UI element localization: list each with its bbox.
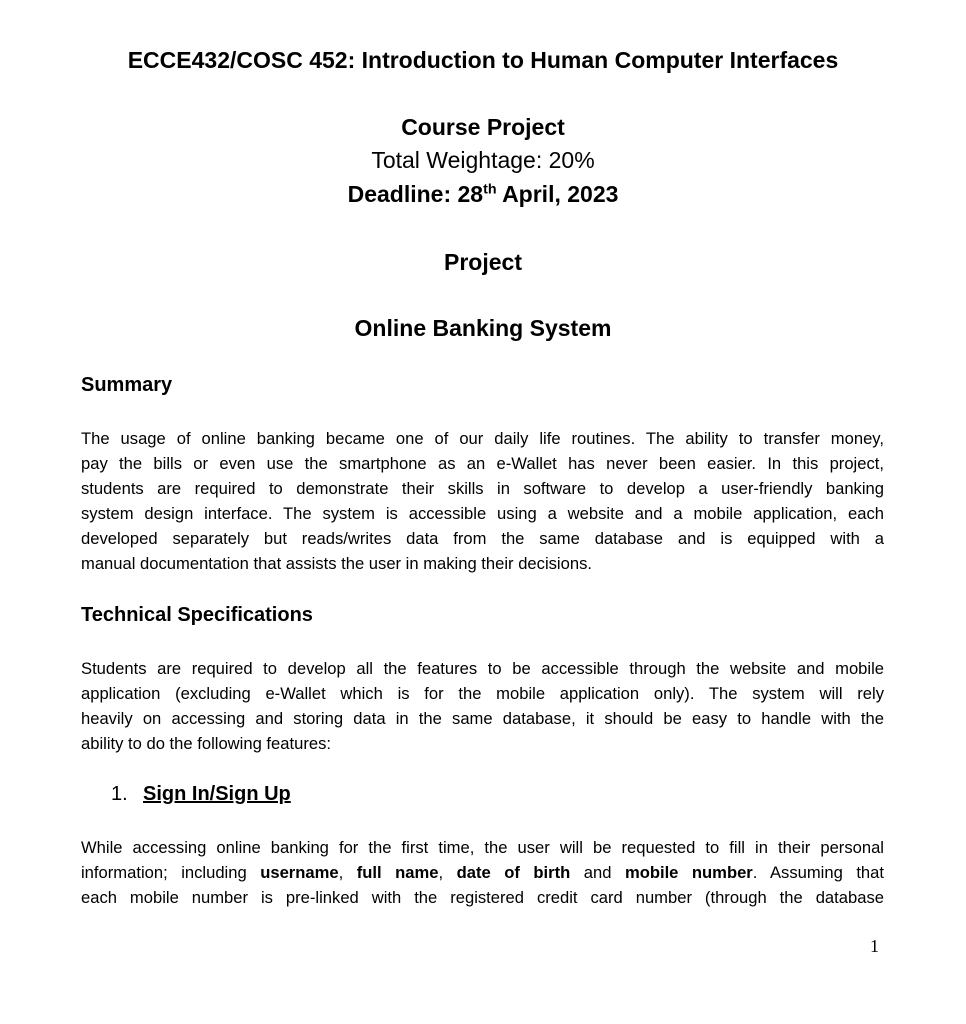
page-number: 1 (870, 936, 879, 956)
deadline-rest: April, 2023 (496, 181, 619, 207)
feature-list-item (111, 783, 291, 806)
total-weightage: Total Weightage: 20% (371, 147, 595, 173)
system-title: Online Banking System (354, 315, 612, 341)
technical-line: ability to do the following features: (81, 734, 331, 753)
field-username: username (260, 863, 339, 882)
signin-line: each mobile number is pre-linked with the registered credit card number (through the database (81, 888, 884, 907)
deadline (0, 181, 966, 208)
technical-paragraph (81, 656, 884, 756)
text-run: and (570, 863, 625, 882)
text-run: information; including (81, 863, 261, 882)
deadline-ordinal: th (483, 181, 497, 198)
field-date-of-birth: date of birth (456, 863, 571, 882)
field-full-name: full name (356, 863, 439, 882)
project-label: Project (444, 249, 522, 275)
feature-number: 1. (111, 783, 128, 805)
technical-line: application (excluding e-Wallet which is for the mobile application only). The system will rely (81, 684, 884, 703)
summary-line: pay the bills or even use the smartphone as an e-Wallet has never been easier. In this project, (81, 454, 884, 473)
signin-paragraph (81, 835, 884, 910)
field-mobile-number: mobile number (624, 863, 753, 882)
course-project-heading: Course Project (401, 114, 565, 140)
summary-paragraph (81, 426, 884, 576)
summary-line: students are required to demonstrate their skills in software to develop a user-friendly banking (81, 479, 884, 498)
course-title: ECCE432/COSC 452: Introduction to Human Computer Interfaces (127, 47, 839, 73)
feature-title: Sign In/Sign Up (143, 783, 291, 805)
summary-line: The usage of online banking became one of our daily life routines. The ability to transfer money, (81, 429, 884, 448)
summary-line: manual documentation that assists the user in making their decisions. (81, 554, 592, 573)
summary-line: system design interface. The system is accessible using a website and a mobile application, each (81, 504, 884, 523)
signin-line: While accessing online banking for the first time, the user will be requested to fill in their personal (81, 838, 884, 857)
signin-line (81, 860, 884, 885)
technical-line: heavily on accessing and storing data in the same database, it should be easy to handle with the (81, 709, 884, 728)
text-run: , (338, 863, 357, 882)
technical-specifications-heading: Technical Specifications (81, 604, 313, 626)
summary-line: developed separately but reads/writes data from the same database and is equipped with a (81, 529, 884, 548)
summary-heading: Summary (81, 374, 173, 396)
deadline-label: Deadline: 28 (347, 181, 484, 207)
text-run: . Assuming that (752, 863, 884, 882)
text-run: , (438, 863, 457, 882)
technical-line: Students are required to develop all the features to be accessible through the website and mobile (81, 659, 884, 678)
